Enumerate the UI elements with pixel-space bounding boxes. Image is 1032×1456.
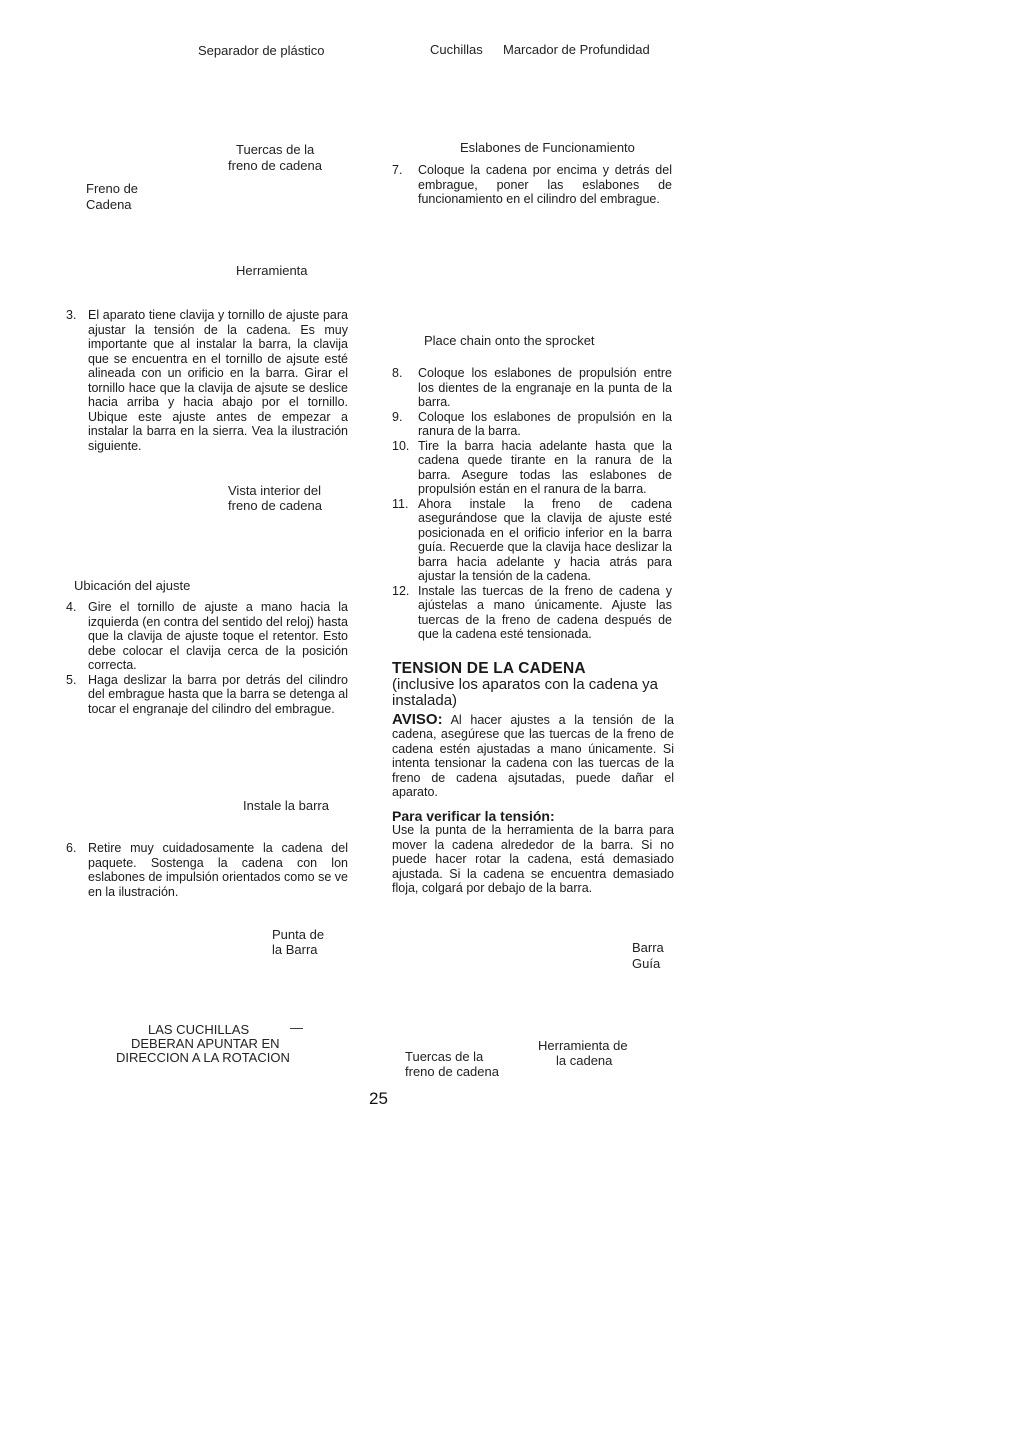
- step-text: Retire muy cuidadosamente la cadena del paquete. Sostenga la cadena con lon eslabones de impulsión orientados como se ve en la ilustración.: [88, 841, 348, 899]
- label-bar-tip-1: Punta de: [272, 927, 325, 942]
- step-number: 12.: [392, 583, 410, 598]
- label-tool: Herramienta: [236, 263, 308, 278]
- label-depth-gauge: Marcador de Profundidad: [503, 42, 650, 57]
- step-number: 8.: [392, 366, 403, 380]
- warning-dash: —: [290, 1020, 303, 1035]
- step-number: 10.: [392, 438, 410, 453]
- step-text: Ahora instale la freno de cadena asegurándose que la clavija de ajuste esté posicionada en el orificio inferior en la barra guía. Recuerde que la clavija hace deslizar la barra hacia adelante y hacia atrás para ajustar la tensión de la cadena.: [418, 496, 672, 583]
- step-text: Tire la barra hacia adelante hasta que la cadena quede tirante en la ranura de la barra. Asegure todas las eslabones de propulsión están en el ranura de la barra.: [418, 438, 672, 496]
- step-text: El aparato tiene clavija y tornillo de ajuste para ajustar la tensión de la cadena. Es muy importante que al instalar la barra, la clavija que se encuentra en el tornillo de ajsute esté alineada con un orificio en la barra. Girar el tornillo hace que la clavija de ajsute se deslice hacia arriba y hacia abajo por el tornillo. Ubique este ajuste antes de empezar a instalar la barra en la sierra. Vea la ilustración siguiente.: [88, 308, 348, 453]
- step-text: Haga deslizar la barra por detrás del cilindro del embrague hasta que la barra se detenga al tocar el engranaje del cilindro del embrague.: [88, 672, 348, 716]
- label-nuts-2: freno de cadena: [405, 1064, 499, 1079]
- step-text: Coloque la cadena por encima y detrás del embrague, poner las eslabones de funcionamiento en el cilindro del embrague.: [418, 163, 672, 206]
- step-8: [392, 366, 672, 410]
- step-number: 7.: [392, 163, 403, 177]
- step-text: Coloque los eslabones de propulsión en la ranura de la barra.: [418, 409, 672, 438]
- step-12: [392, 584, 672, 642]
- step-text: Coloque los eslabones de propulsión entre los dientes de la engranaje en la punta de la barra.: [418, 366, 672, 409]
- step-text: Gire el tornillo de ajuste a mano hacia la izquierda (en contra del sentido del reloj) hasta que la clavija de ajuste toque el retentor. Esto debe colocar el clavija cerca de la posición correcta.: [88, 600, 348, 672]
- step-number: 6.: [66, 841, 77, 855]
- label-brake-view-1: Vista interior del: [228, 483, 321, 498]
- label-cutters-warning-1: LAS CUCHILLAS: [148, 1022, 250, 1037]
- step-number: 3.: [66, 308, 77, 322]
- label-plastic-separator: Separador de plástico: [198, 43, 325, 58]
- notice-paragraph: [392, 710, 674, 800]
- step-number: 11.: [392, 496, 409, 511]
- step-text: Instale las tuercas de la freno de cadena y ajústelas a mano únicamente. Ajuste las tuercas de la freno de cadena después de que la cadena esté tensionada.: [418, 583, 672, 641]
- label-chain-brake-2: Cadena: [86, 197, 132, 212]
- label-cutters-warning-3: DIRECCION A LA ROTACION: [116, 1050, 290, 1065]
- section-heading: TENSION DE LA CADENA: [392, 660, 586, 677]
- step-4: [66, 600, 348, 673]
- label-brake-nuts-1: Tuercas de la: [236, 142, 315, 157]
- label-brake-view-2: freno de cadena: [228, 498, 322, 513]
- label-guide-bar-1: Barra: [632, 940, 664, 955]
- verify-heading: Para verificar la tensión:: [392, 807, 555, 824]
- caption-sprocket: Place chain onto the sprocket: [424, 333, 595, 348]
- step-9: [392, 410, 672, 439]
- label-cutters-warning-2: DEBERAN APUNTAR EN: [131, 1036, 280, 1051]
- step-number: 4.: [66, 600, 77, 614]
- step-5: [66, 673, 348, 717]
- steps-8-12: [392, 366, 672, 642]
- step-10: [392, 439, 672, 497]
- steps-4-5: [66, 600, 348, 716]
- label-drive-links: Eslabones de Funcionamiento: [460, 140, 635, 155]
- step-number: 9.: [392, 409, 403, 424]
- label-guide-bar-2: Guía: [632, 956, 661, 971]
- label-chain-brake-1: Freno de: [86, 181, 139, 196]
- step-11: [392, 497, 672, 584]
- label-chain-tool-1: Herramienta de: [538, 1038, 628, 1053]
- notice-text: Al hacer ajustes a la tensión de la cadena, asegúrese que las tuercas de la freno de cadena estén ajustadas a mano únicamente. Si intenta tensionar la cadena con las tuercas de la freno de cadena ajsutadas, puede dañar el aparato.: [392, 712, 674, 799]
- step-3: [66, 308, 348, 453]
- step-number: 5.: [66, 672, 77, 687]
- label-bar-tip-2: la Barra: [272, 942, 318, 957]
- label-brake-nuts-2: freno de cadena: [228, 158, 322, 173]
- verify-text: Use la punta de la herramienta de la barra para mover la cadena alrededor de la barra. Si no puede hacer rotar la cadena, está demasiado ajustada. Si la cadena se encuentra demasiado floja, colgará por debajo de la barra.: [392, 823, 674, 895]
- label-nuts-1: Tuercas de la: [405, 1049, 484, 1064]
- label-adjust-location: Ubicación del ajuste: [74, 578, 191, 593]
- tension-section: [392, 662, 674, 896]
- notice-label: AVISO:: [392, 710, 443, 728]
- label-chain-tool-2: la cadena: [556, 1053, 613, 1068]
- label-install-bar: Instale la barra: [243, 798, 329, 813]
- section-subtitle: (inclusive los aparatos con la cadena ya instalada): [392, 675, 658, 709]
- step-6: [66, 841, 348, 899]
- step-7: [392, 163, 672, 207]
- label-cutters: Cuchillas: [430, 42, 483, 57]
- page-number: 25: [369, 1089, 388, 1108]
